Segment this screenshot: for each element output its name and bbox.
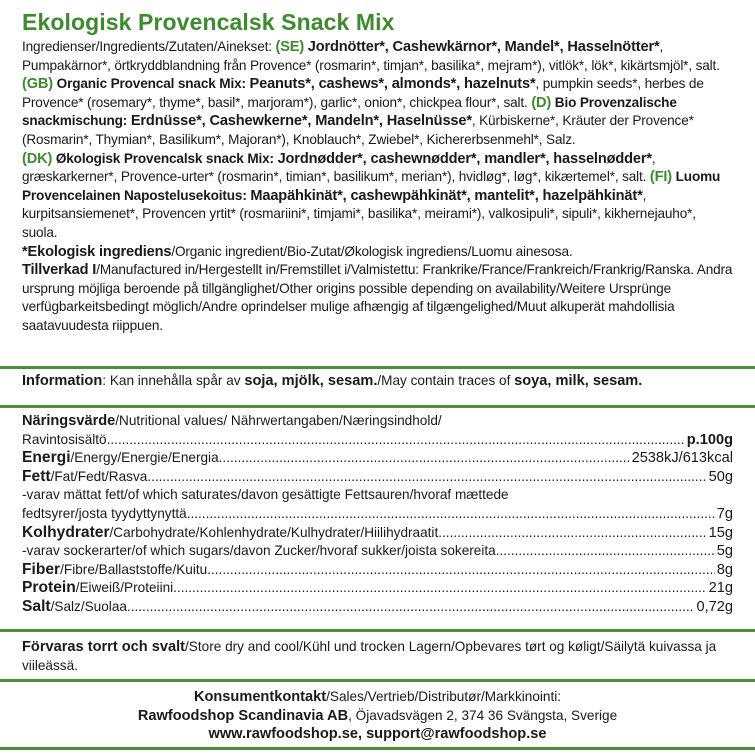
ingredients-dk-title: Økologisk Provencalsk snack Mix: [55,150,274,166]
contact-label-text: /Sales/Vertrieb/Distributør/Markkinointi: [326,689,562,704]
nutrient-value: 21g [708,580,733,597]
nutrient-value: 7g [716,505,733,522]
leader-dots [496,542,715,561]
allergens-se: soja, mjölk, sesam. [244,373,378,389]
lang-tag-gb: (GB) [22,76,54,93]
nutrient-translations: /Fibre/Ballaststoffe/Kuitu [60,561,208,577]
ingredients-dk-text: , græskarkerner*, Provence-urter* (rosmarin*, timian*, basilikum*, merian*), hvidløg*, løg*, kikærtemel*, salt. [22,150,656,185]
nutrient-translations: /Salz/Suolaa [50,598,127,614]
divider-2 [0,405,755,408]
nutrient-translations: /Fat/Fedt/Rasva [50,468,148,484]
nutrient-name: Fiber [22,560,61,578]
ingredients-section [22,38,733,363]
allergens-en: soya, milk, sesam. [514,373,643,389]
nutrition-per: p.100g [686,431,733,448]
nutrient-value: 5g [716,543,733,560]
contact-label-bold: Konsumentkontakt [193,689,327,705]
ingredients-fi-title: Luomu Provencelainen Napostelusekoitus: [22,169,721,203]
nutrient-translations: -varav mättat fett/of which saturates/davon gesättigte Fettsauren/hvoraf mættede [22,487,509,503]
nutrition-header-bold: Näringsvärde [22,413,116,429]
ingredients-se-text: , Pumpakärnor*, örtkryddblandning från Provence* (rosmarin*, timjan*, basilika*, mejram*), vitlök*, lök*, kikärtsmjöl*, salt. [22,39,720,73]
nutrient-name: Kolhydrater [22,523,110,541]
leader-dots [438,524,706,543]
nutrient-value: 8g [716,561,733,578]
leader-dots [207,561,715,580]
ingredients-fi-text: , kurpitsansiemenet*, Provencen yrtit* (rosmariini*, timjami*, basilika*, meirami*), valkosipuli*, sipuli*, kikhernejauho*, suola. [22,187,696,240]
nutrient-name: Energi [22,449,71,467]
nutrition-row-fat [22,468,733,487]
nutrition-row-saturates-line1 [22,486,733,505]
information-text-2: /May contain traces of [377,373,515,388]
lang-tag-fi: (FI) [649,169,672,186]
contact-label-line [22,688,733,707]
nutrient-value: 2538kJ/613kcal [631,450,733,467]
ingredients-label: Ingredienser/Ingredients/Zutaten/Ainekset: [22,39,272,54]
company-address: , Öjavadsvägen 2, 374 36 Svängsta, Sverige [348,707,618,723]
lang-tag-se: (SE) [275,39,305,55]
nutrient-translations: fedtsyrer/josta tyydyttynyttä [22,505,187,521]
nutrient-value: 15g [708,524,733,541]
origin-bold: Tillverkad I [22,262,97,279]
ingredients-d-text: , Kürbiskerne*, Kräuter der Provence* (Rosmarin*, Thymian*, Basilikum*, Majoran*), Knoblauch*, Zwiebel*, Kichererbsenmehl*, Salz. [22,113,694,147]
nutrient-translations: /Eiweiß/Proteiini [75,580,174,596]
storage-text: /Store dry and cool/Kühl und trocken Lagern/Opbevares tørt og køligt/Säilytä kuivassa ja viileässä. [22,639,717,673]
nutrition-header-line2: Ravintosisältö [22,431,107,447]
divider-3 [0,629,755,632]
leader-dots [107,431,685,450]
storage-bold: Förvaras torrt och svalt [22,639,186,655]
nutrition-row-salt [22,598,733,617]
ingredients-d-bold: Erdnüsse*, Cashewkerne*, Mandeln*, Haselnüsse* [130,113,472,130]
leader-dots [187,505,715,524]
organic-note-text: /Organic ingredient/Bio-Zutat/Økologisk ingrediens/Luomu ainesosa. [171,243,573,259]
ingredients-fi-bold: Maapähkinät*, cashewpähkinät*, mantelit*, hazelpähkinät* [250,187,643,204]
nutrition-row-sugars [22,542,733,561]
information-text-1: : Kan innehålla spår av [102,373,245,388]
information-label: Information [22,373,103,389]
storage-section [22,638,733,675]
nutrition-table [22,412,733,617]
nutrition-per-row [22,431,733,450]
nutrition-header-text: /Nutritional values/ Nährwertangaben/Næringsindhold/ [115,413,442,428]
email-link[interactable]: support@rawfoodshop.se [366,726,547,742]
nutrient-name: Salt [22,597,51,615]
nutrient-name: Protein [22,579,76,597]
nutrition-row-energy [22,449,733,468]
website-link[interactable]: www.rawfoodshop.se [208,726,358,742]
lang-tag-d: (D) [531,94,552,111]
nutrient-value: 50g [708,468,733,485]
divider-4 [0,679,755,682]
origin-text: /Manufactured in/Hergestellt in/Fremstillet i/Valmistettu: Frankrike/France/Frankreich/Frankrig/Ranska. Andra ursprung möjliga beroende på tillgänglighet/Other origins possible depending on availability/Weitere Ursprünge verfügbarkeitsbedingt möglich/Andre oprindelser mulige afhængig af tilgængelighed/Muut alkuperät mahdollisia saatavuudesta riippuen. [22,262,733,333]
nutrition-header [22,412,733,431]
leader-dots [127,598,695,617]
ingredients-gb-bold: Peanuts*, cashews*, almonds*, hazelnuts* [249,76,536,93]
ingredients-dk-bold: Jordnødder*, cashewnødder*, mandler*, hasselnødder* [277,150,652,167]
nutrient-translations: /Carbohydrate/Kohlenhydrate/Kulhydrater/Hiilihydraatit [109,524,439,540]
ingredients-se-bold: Jordnötter*, Cashewkärnor*, Mandel*, Hasselnötter* [307,39,660,55]
contact-web-line [22,725,733,744]
nutrient-translations: -varav sockerarter/of which sugars/davon Zucker/hvoraf sukker/joista sokereita [22,543,496,559]
organic-note-bold: *Ekologisk ingrediens [22,243,172,260]
divider-1 [0,366,755,369]
ingredients-gb-title: Organic Provencal snack Mix: [56,76,246,92]
nutrient-value: 0,72g [696,598,733,615]
ingredients-gb-text: , pumpkin seeds*, herbes de Provence* (rosemary*, thyme*, basil*, marjoram*), garlic*, onion*, chickpea flour*, salt. [22,76,704,110]
nutrition-row-fibre [22,561,733,580]
leader-dots [219,449,630,468]
leader-dots [173,579,706,598]
product-title: Ekologisk Provencalsk Snack Mix [22,9,395,35]
information-section [22,372,733,391]
nutrition-row-carbohydrate [22,524,733,543]
ingredients-d-title: Bio Provenzalische snackmischung: [22,94,677,129]
leader-dots [147,468,706,487]
nutrition-row-protein [22,579,733,598]
contact-section [22,688,733,744]
divider-5 [0,747,755,750]
nutrition-row-saturates [22,505,733,524]
contact-separator: , [357,726,367,742]
nutrient-translations: /Energy/Energie/Energia [70,450,219,466]
company-name: Rawfoodshop Scandinavia AB [137,707,349,724]
contact-address-line [22,707,733,726]
nutrient-name: Fett [22,467,51,485]
lang-tag-dk: (DK) [22,150,53,167]
